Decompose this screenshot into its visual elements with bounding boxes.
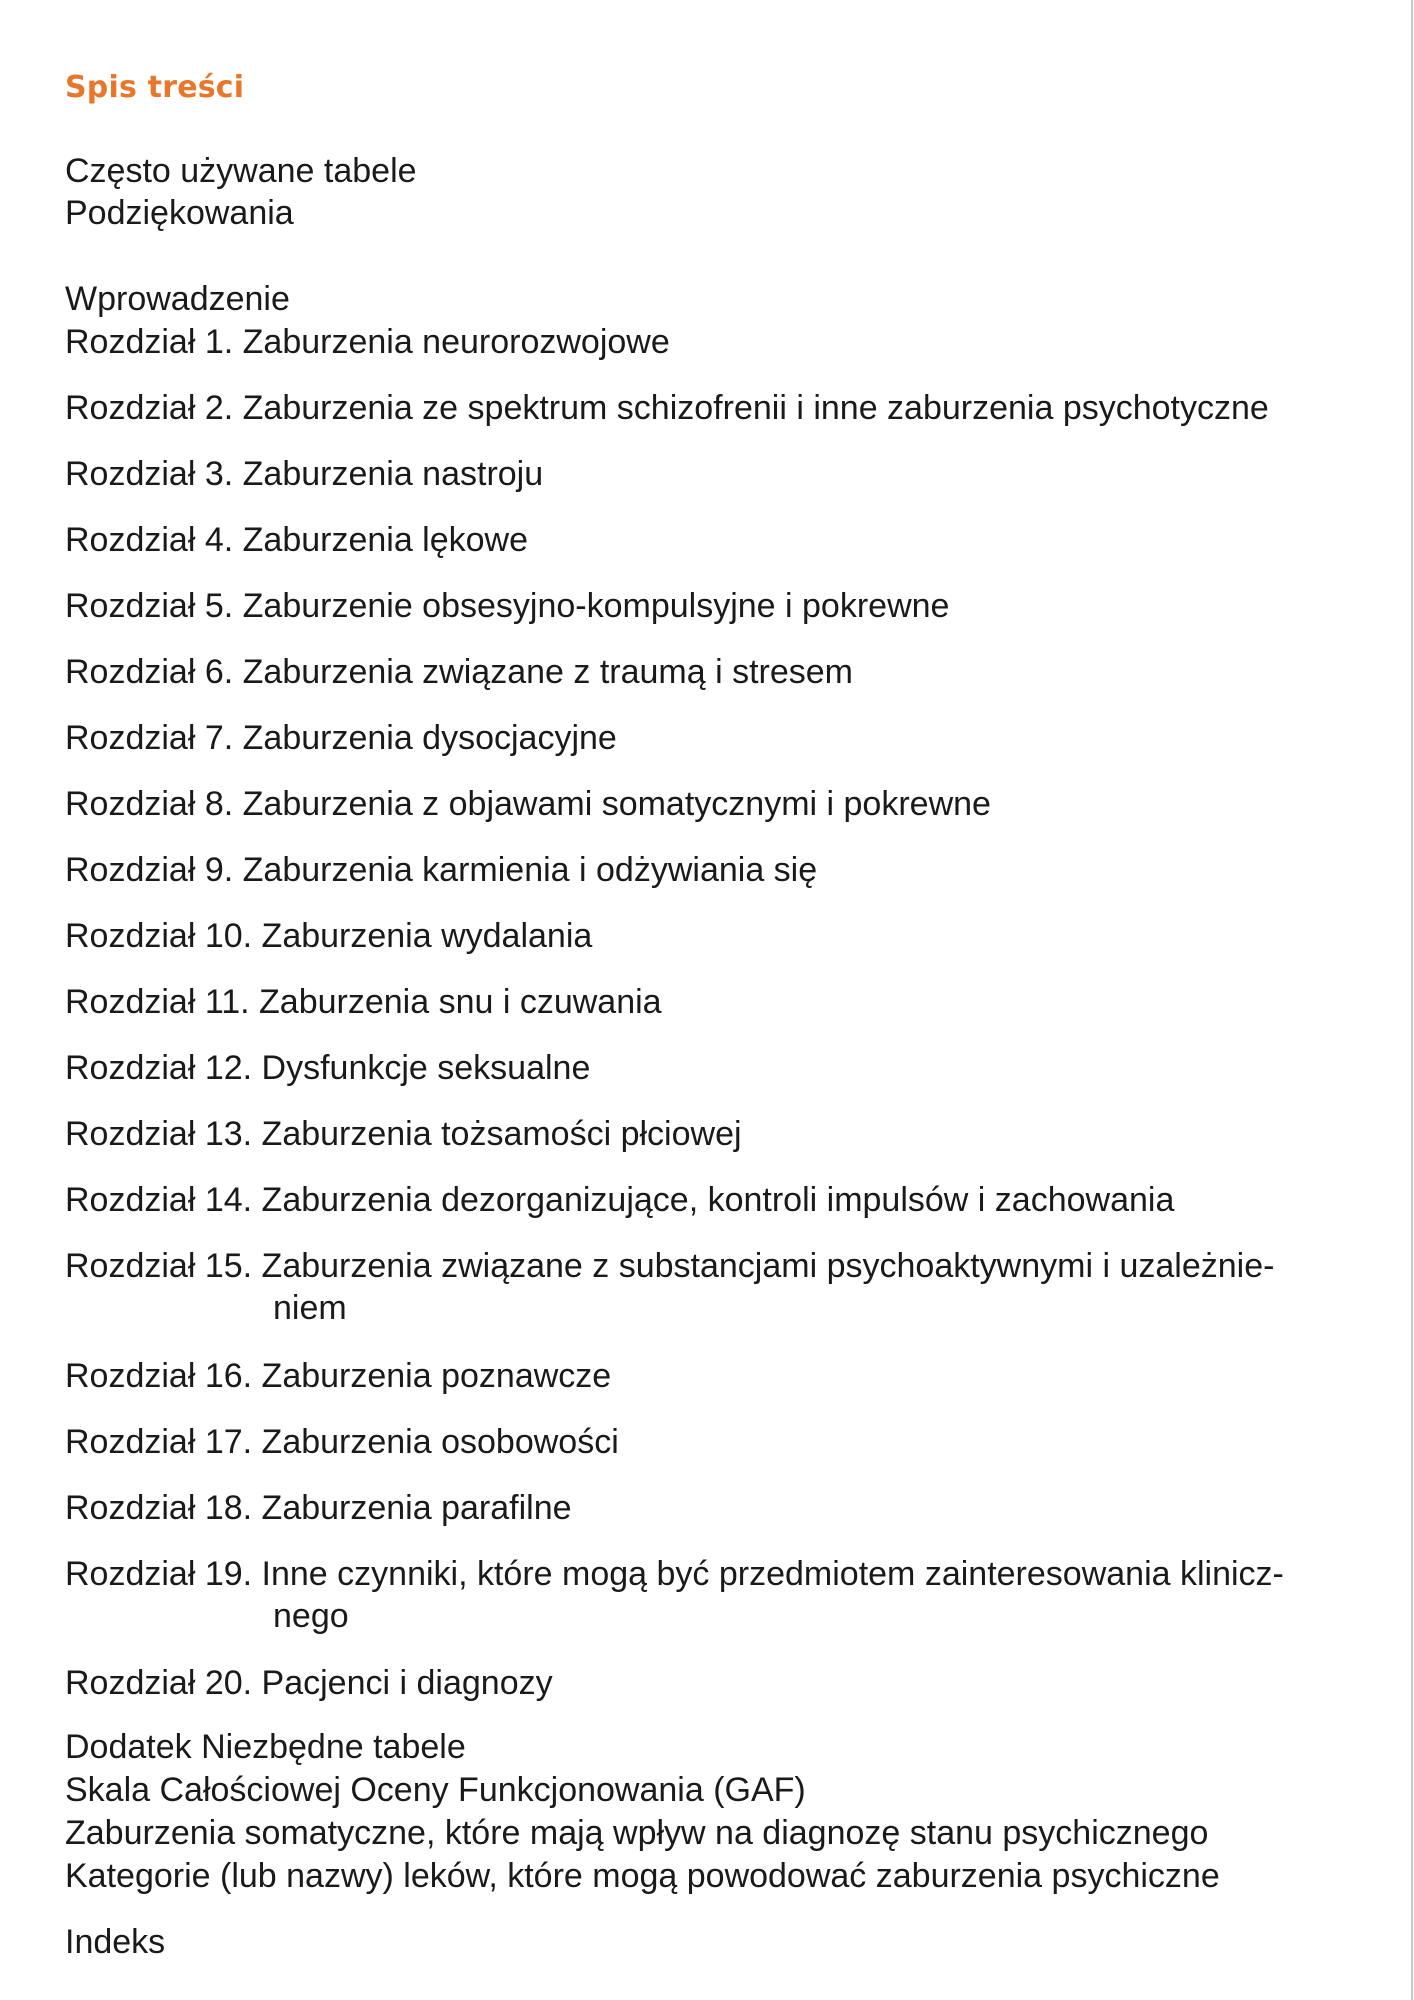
- toc-entry-chapter-15-continuation[interactable]: niem: [273, 1289, 347, 1327]
- toc-entry-chapter-4[interactable]: Rozdział 4. Zaburzenia lękowe: [65, 521, 529, 559]
- toc-entry-chapter-20[interactable]: Rozdział 20. Pacjenci i diagnozy: [65, 1664, 553, 1702]
- toc-entry-chapter-1[interactable]: Rozdział 1. Zaburzenia neurorozwojowe: [65, 323, 670, 361]
- toc-entry-chapter-8[interactable]: Rozdział 8. Zaburzenia z objawami somatycznymi i pokrewne: [65, 785, 991, 823]
- toc-entry-chapter-19[interactable]: Rozdział 19. Inne czynniki, które mogą być przedmiotem zainteresowania klinicz-: [65, 1555, 1284, 1593]
- toc-entry-chapter-12[interactable]: Rozdział 12. Dysfunkcje seksualne: [65, 1049, 591, 1087]
- toc-entry-chapter-2[interactable]: Rozdział 2. Zaburzenia ze spektrum schizofrenii i inne zaburzenia psychotyczne: [65, 389, 1269, 427]
- toc-entry-chapter-10[interactable]: Rozdział 10. Zaburzenia wydalania: [65, 917, 593, 955]
- toc-entry-chapter-9[interactable]: Rozdział 9. Zaburzenia karmienia i odżywiania się: [65, 851, 818, 889]
- toc-entry-appendix[interactable]: Dodatek Niezbędne tabele: [65, 1728, 466, 1766]
- toc-entry-drug-categories[interactable]: Kategorie (lub nazwy) leków, które mogą powodować zaburzenia psychiczne: [65, 1857, 1220, 1895]
- toc-entry-introduction[interactable]: Wprowadzenie: [65, 280, 290, 318]
- toc-entry-chapter-14[interactable]: Rozdział 14. Zaburzenia dezorganizujące, kontroli impulsów i zachowania: [65, 1181, 1175, 1219]
- toc-entry-somatic-disorders[interactable]: Zaburzenia somatyczne, które mają wpływ na diagnozę stanu psychicznego: [65, 1814, 1209, 1852]
- page-edge-divider: [1411, 0, 1413, 2000]
- toc-entry-chapter-6[interactable]: Rozdział 6. Zaburzenia związane z traumą i stresem: [65, 653, 853, 691]
- toc-entry-chapter-18[interactable]: Rozdział 18. Zaburzenia parafilne: [65, 1489, 572, 1527]
- toc-entry-chapter-19-continuation[interactable]: nego: [273, 1597, 349, 1635]
- toc-entry-chapter-13[interactable]: Rozdział 13. Zaburzenia tożsamości płciowej: [65, 1115, 742, 1153]
- toc-entry-chapter-16[interactable]: Rozdział 16. Zaburzenia poznawcze: [65, 1357, 612, 1395]
- toc-entry-chapter-5[interactable]: Rozdział 5. Zaburzenie obsesyjno-kompulsyjne i pokrewne: [65, 587, 950, 625]
- toc-entry-chapter-11[interactable]: Rozdział 11. Zaburzenia snu i czuwania: [65, 983, 662, 1021]
- toc-entry-gaf-scale[interactable]: Skala Całościowej Oceny Funkcjonowania (GAF): [65, 1771, 806, 1809]
- toc-entry-chapter-3[interactable]: Rozdział 3. Zaburzenia nastroju: [65, 455, 544, 493]
- toc-entry-acknowledgements[interactable]: Podziękowania: [65, 194, 294, 232]
- toc-entry-chapter-15[interactable]: Rozdział 15. Zaburzenia związane z substancjami psychoaktywnymi i uzależnie-: [65, 1247, 1275, 1285]
- toc-title: Spis treści: [65, 70, 245, 105]
- toc-entry-index[interactable]: Indeks: [65, 1923, 166, 1961]
- toc-entry-chapter-7[interactable]: Rozdział 7. Zaburzenia dysocjacyjne: [65, 719, 617, 757]
- toc-entry-chapter-17[interactable]: Rozdział 17. Zaburzenia osobowości: [65, 1423, 619, 1461]
- toc-entry-frequently-used-tables[interactable]: Często używane tabele: [65, 152, 417, 190]
